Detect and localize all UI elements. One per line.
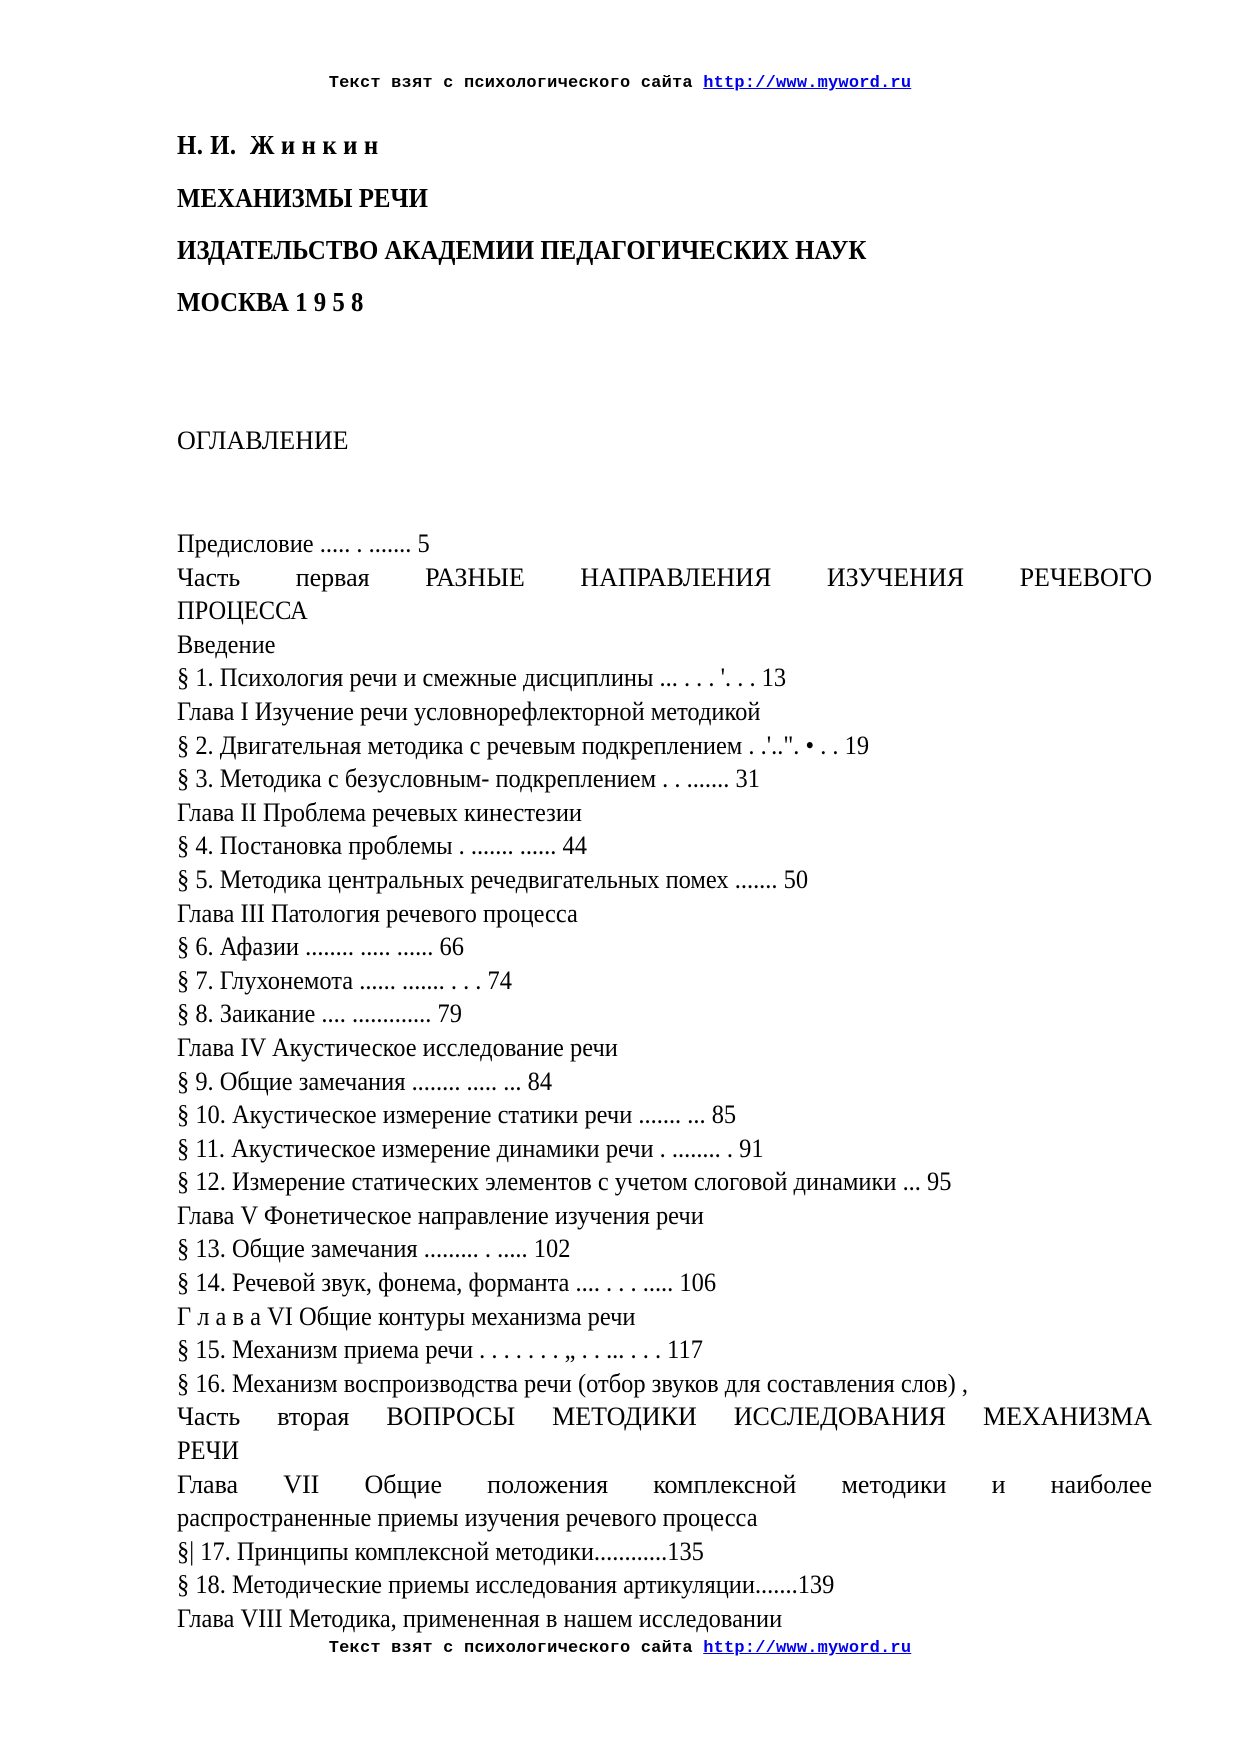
toc-part-heading: Часть первая РАЗНЫЕ НАПРАВЛЕНИЯ ИЗУЧЕНИЯ РЕЧЕВОГО — [177, 562, 1152, 592]
toc-entry: § 9. Общие замечания ........ ..... ... 84 — [177, 1066, 553, 1096]
toc-chapter-cont: распространенные приемы изучения речевого процесса — [177, 1503, 758, 1533]
toc-part-heading: Часть вторая ВОПРОСЫ МЕТОДИКИ ИССЛЕДОВАНИЯ МЕХАНИЗМА — [177, 1402, 1152, 1432]
publisher: ИЗДАТЕЛЬСТВО АКАДЕМИИ ПЕДАГОГИЧЕСКИХ НАУК — [177, 235, 867, 265]
toc-chapter: Г л а в а VI Общие контуры механизма речи — [177, 1301, 636, 1331]
toc-entry: § 18. Методические приемы исследования артикуляции.......139 — [177, 1570, 835, 1600]
toc-entry: §| 17. Принципы комплексной методики............135 — [177, 1536, 704, 1566]
watermark-text: Текст взят с психологического сайта — [328, 74, 704, 93]
toc-chapter: Глава V Фонетическое направление изучения речи — [177, 1200, 704, 1230]
toc-entry: § 13. Общие замечания ......... . ..... 102 — [177, 1234, 571, 1264]
toc-entry: § 2. Двигательная методика с речевым подкреплением . .'..". • . . 19 — [177, 730, 870, 760]
toc-chapter: Глава II Проблема речевых кинестезии — [177, 797, 582, 827]
toc-entry: § 4. Постановка проблемы . ....... ...... 44 — [177, 831, 587, 861]
watermark-link[interactable]: http://www.myword.ru — [703, 1639, 912, 1658]
toc-chapter: Глава IV Акустическое исследование речи — [177, 1032, 618, 1062]
city-year: МОСКВА 1 9 5 8 — [177, 287, 364, 317]
toc-title: ОГЛАВЛЕНИЕ — [177, 426, 349, 455]
watermark-top — [0, 74, 1240, 93]
toc-entry: § 1. Психология речи и смежные дисциплины ... . . . '. . . 13 — [177, 663, 787, 693]
watermark-bottom — [0, 1639, 1240, 1658]
author — [177, 130, 385, 161]
toc-entry: § 7. Глухонемота ...... ....... . . . 74 — [177, 965, 512, 995]
toc-entry: § 12. Измерение статических элементов с учетом слоговой динамики ... 95 — [177, 1167, 952, 1197]
toc-chapter: Глава VIII Методика, примененная в нашем исследовании — [177, 1604, 783, 1633]
toc-entry: § 15. Механизм приема речи . . . . . . . „ . . ... . . . 117 — [177, 1335, 703, 1365]
book-title: МЕХАНИЗМЫ РЕЧИ — [177, 183, 428, 213]
toc-chapter: Глава VII Общие положения комплексной методики и наиболее — [177, 1469, 1152, 1499]
watermark-text: Текст взят с психологического сайта — [328, 1639, 704, 1658]
toc-entry: § 5. Методика центральных речедвигательных помех ....... 50 — [177, 864, 809, 894]
toc-entry: § 3. Методика с безусловным- подкреплением . . ....... 31 — [177, 764, 760, 794]
toc-part-heading-cont: ПРОЦЕССА — [177, 596, 308, 626]
table-of-contents — [177, 527, 1152, 1636]
toc-chapter: Глава III Патология речевого процесса — [177, 898, 578, 928]
toc-entry: § 8. Заикание .... ............. 79 — [177, 999, 462, 1029]
toc-entry: § 11. Акустическое измерение динамики речи . ........ . 91 — [177, 1133, 764, 1163]
toc-entry: § 14. Речевой звук, фонема, форманта .... . . . ..... 106 — [177, 1268, 717, 1298]
author-initials: Н. И. — [177, 130, 237, 160]
toc-part-heading-cont: РЕЧИ — [177, 1436, 240, 1466]
toc-entry: § 16. Механизм воспроизводства речи (отбор звуков для составления слов) , — [177, 1368, 969, 1398]
toc-chapter: Глава I Изучение речи условнорефлекторной методикой — [177, 696, 761, 726]
toc-entry: § 6. Афазии ........ ..... ...... 66 — [177, 932, 464, 962]
toc-entry: § 10. Акустическое измерение статики речи ....... ... 85 — [177, 1100, 737, 1130]
toc-entry: Предисловие ..... . ....... 5 — [177, 529, 430, 558]
toc-entry: Введение — [177, 629, 276, 659]
author-surname: Жинкин — [249, 130, 385, 160]
watermark-link[interactable]: http://www.myword.ru — [703, 74, 912, 93]
